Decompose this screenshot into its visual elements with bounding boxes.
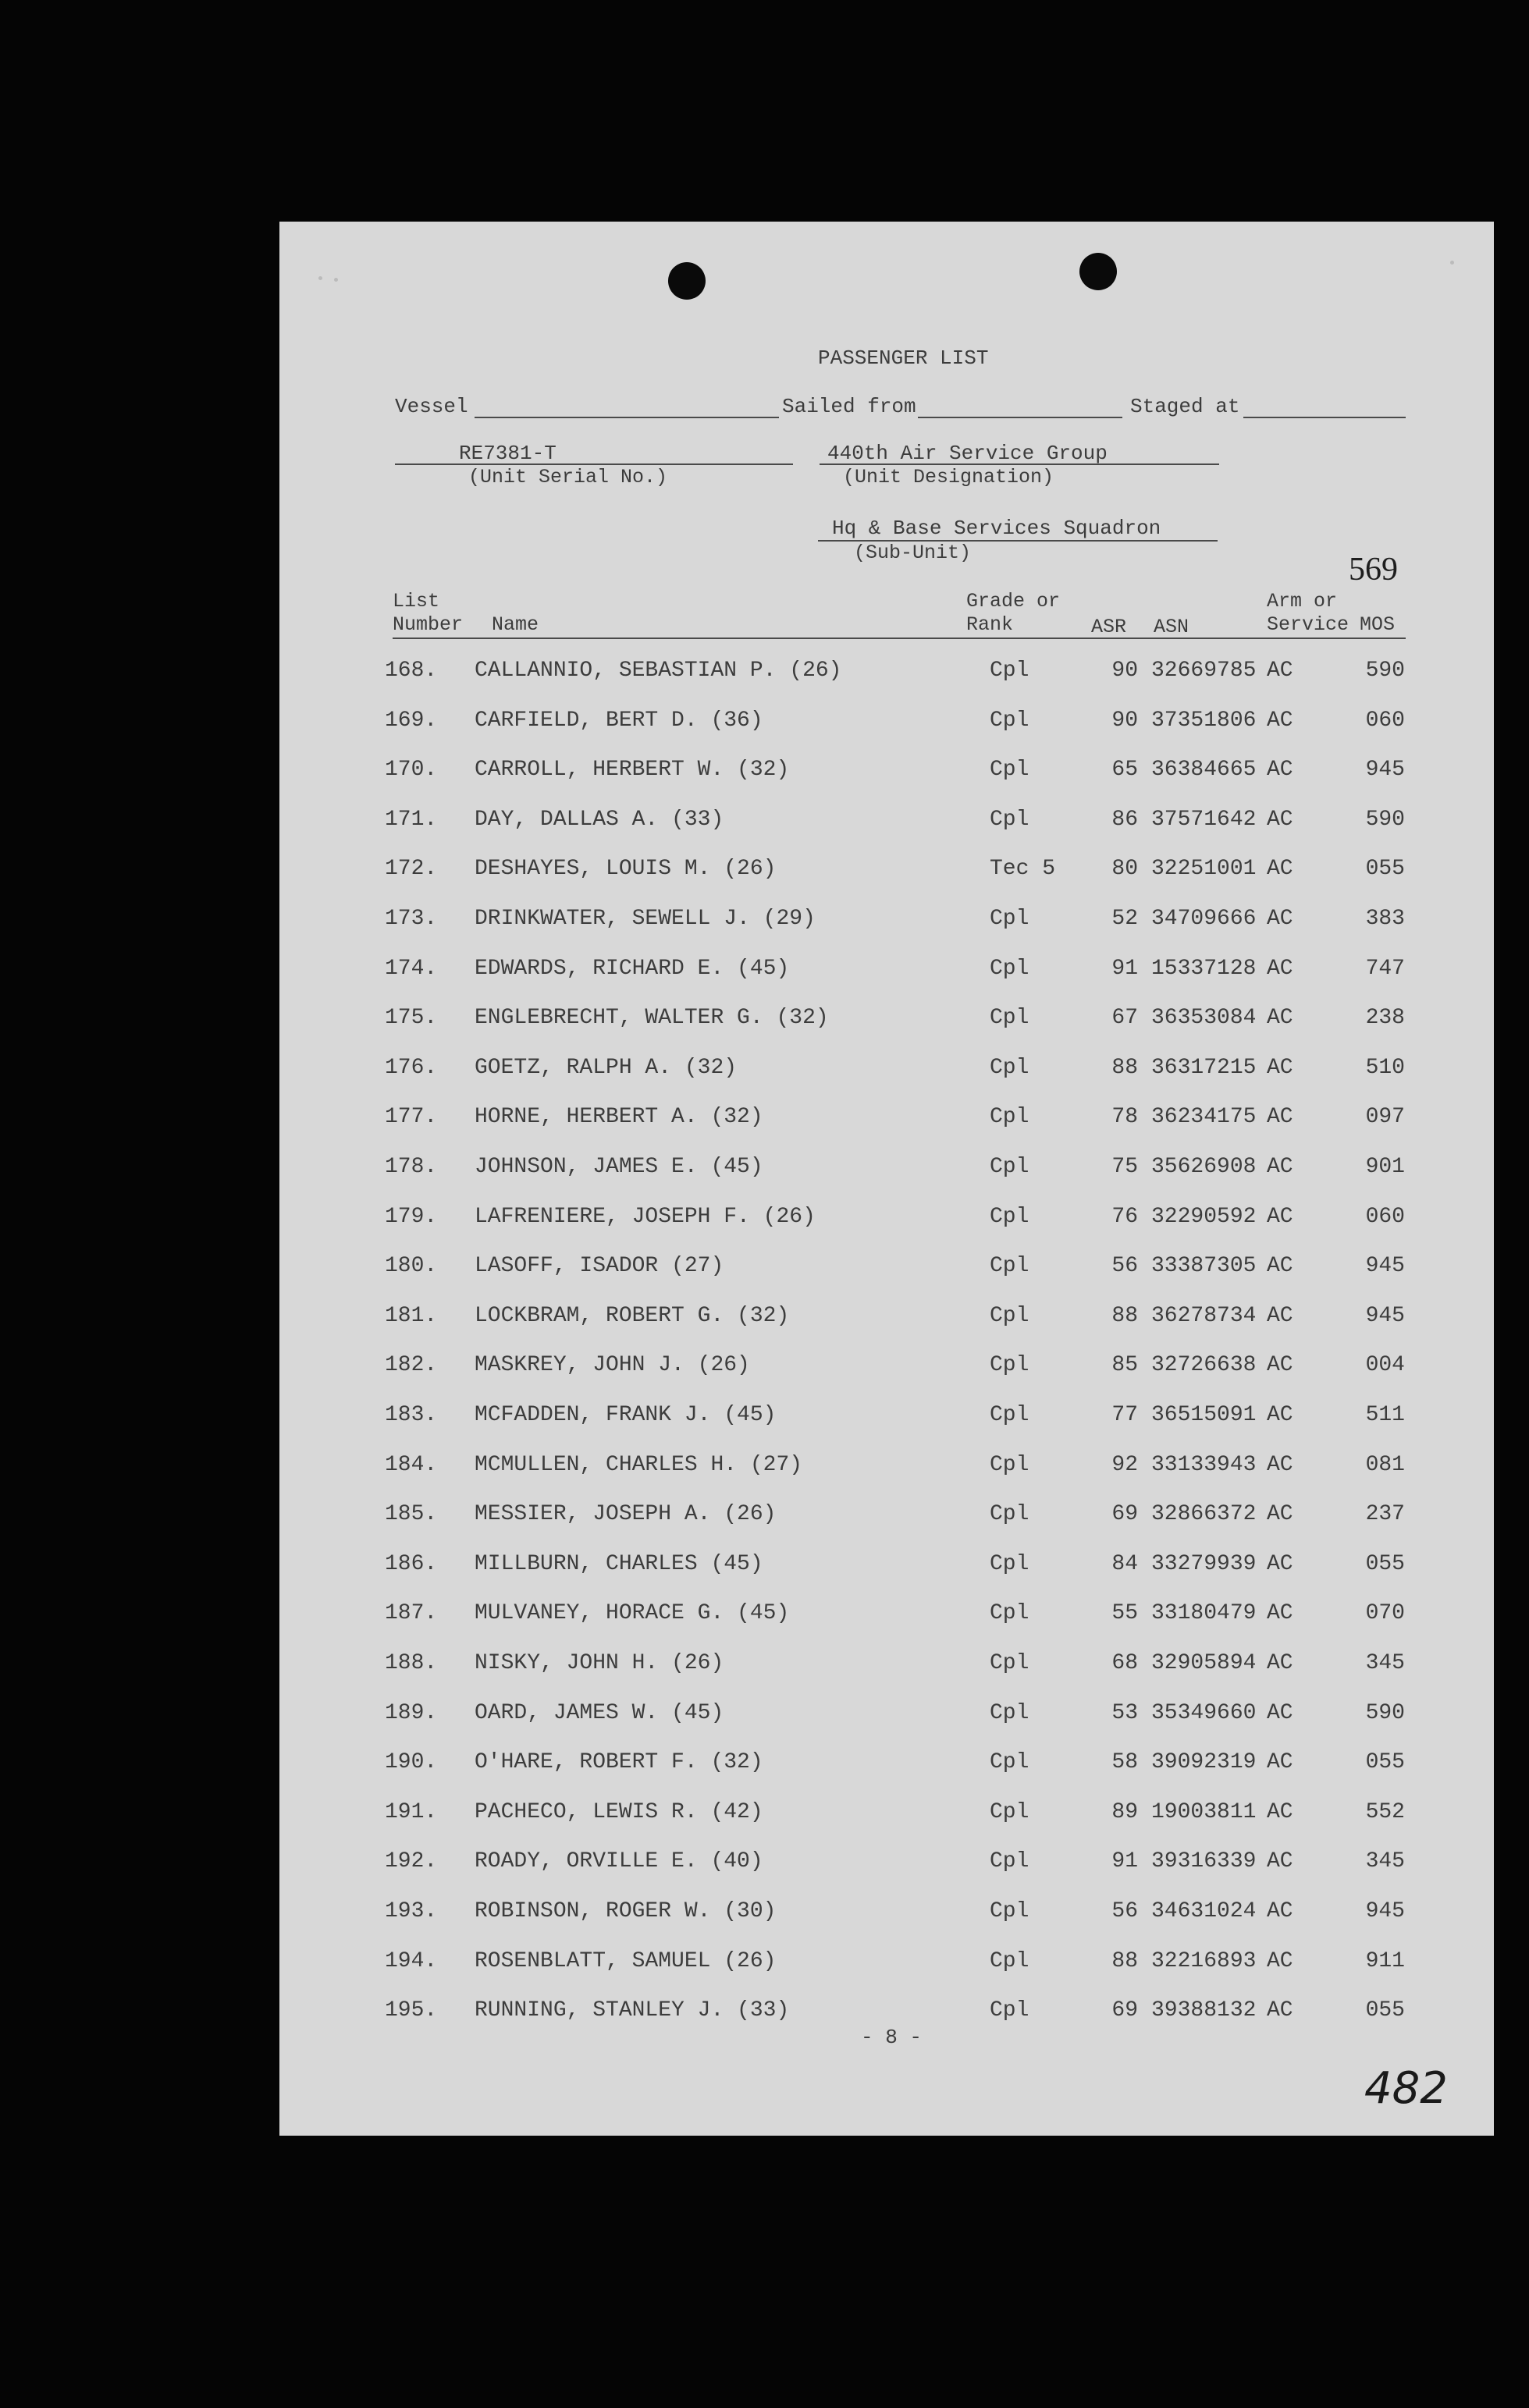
table-row	[279, 1006, 1494, 1053]
table-row	[279, 659, 1494, 705]
asn: 35349660	[1151, 1700, 1257, 1725]
mos: 747	[1365, 956, 1405, 981]
mos: 510	[1365, 1055, 1405, 1080]
mos: 060	[1365, 1204, 1405, 1229]
asn: 32251001	[1151, 857, 1257, 882]
grade: Cpl	[990, 1750, 1029, 1775]
table-row	[279, 1899, 1494, 1946]
asr: 90	[1111, 659, 1138, 683]
handwritten-number: 482	[1364, 2063, 1448, 2114]
table-row	[279, 1750, 1494, 1797]
asr: 69	[1111, 1502, 1138, 1527]
unit-serial-caption: (Unit Serial No.)	[468, 466, 668, 488]
passenger-name: CARFIELD, BERT D. (36)	[475, 708, 763, 733]
list-number: 194.	[385, 1948, 438, 1973]
header-list: List	[393, 590, 440, 613]
grade: Cpl	[990, 1155, 1029, 1179]
arm-service: AC	[1267, 1254, 1293, 1279]
asr: 52	[1111, 907, 1138, 931]
asr: 55	[1111, 1601, 1138, 1626]
asr: 88	[1111, 1055, 1138, 1080]
asr: 92	[1111, 1452, 1138, 1477]
passenger-name: MESSIER, JOSEPH A. (26)	[475, 1502, 777, 1527]
page-number: - 8 -	[861, 2026, 923, 2049]
arm-service: AC	[1267, 1948, 1293, 1973]
document-title: PASSENGER LIST	[818, 346, 989, 370]
staged-at-label: Staged at	[1130, 395, 1240, 418]
passenger-name: MASKREY, JOHN J. (26)	[475, 1353, 750, 1378]
asn: 15337128	[1151, 956, 1257, 981]
list-number: 184.	[385, 1452, 438, 1477]
header-asn: ASN	[1154, 616, 1189, 638]
table-row	[279, 907, 1494, 954]
arm-service: AC	[1267, 807, 1293, 832]
sheet-number: 569	[1349, 552, 1398, 588]
asr: 77	[1111, 1403, 1138, 1427]
list-number: 173.	[385, 907, 438, 931]
grade: Cpl	[990, 807, 1029, 832]
passenger-name: OARD, JAMES W. (45)	[475, 1700, 724, 1725]
passenger-name: JOHNSON, JAMES E. (45)	[475, 1155, 763, 1179]
table-row	[279, 1403, 1494, 1450]
arm-service: AC	[1267, 1105, 1293, 1130]
list-number: 175.	[385, 1006, 438, 1031]
table-row	[279, 1800, 1494, 1847]
grade: Cpl	[990, 1948, 1029, 1973]
mos: 237	[1365, 1502, 1405, 1527]
asr: 84	[1111, 1551, 1138, 1576]
arm-service: AC	[1267, 1551, 1293, 1576]
list-number: 193.	[385, 1899, 438, 1923]
table-row	[279, 1502, 1494, 1549]
table-row	[279, 1056, 1494, 1103]
grade: Cpl	[990, 1700, 1029, 1725]
grade: Cpl	[990, 1551, 1029, 1576]
table-row	[279, 808, 1494, 854]
passenger-name: GOETZ, RALPH A. (32)	[475, 1055, 738, 1080]
asn: 36234175	[1151, 1105, 1257, 1130]
mos: 345	[1365, 1651, 1405, 1675]
grade: Cpl	[990, 1452, 1029, 1477]
table-row	[279, 1453, 1494, 1500]
arm-service: AC	[1267, 1601, 1293, 1626]
unit-serial-line	[395, 463, 793, 465]
asr: 91	[1111, 1849, 1138, 1874]
asn: 32216893	[1151, 1948, 1257, 1973]
table-row	[279, 957, 1494, 1003]
header-name: Name	[492, 613, 539, 636]
asn: 36384665	[1151, 758, 1257, 783]
mos: 552	[1365, 1799, 1405, 1824]
grade: Cpl	[990, 1204, 1029, 1229]
passenger-name: ROSENBLATT, SAMUEL (26)	[475, 1948, 777, 1973]
header-rank: Rank	[966, 613, 1014, 636]
list-number: 180.	[385, 1254, 438, 1279]
asn: 34709666	[1151, 907, 1257, 931]
header-underline	[393, 638, 1406, 639]
arm-service: AC	[1267, 956, 1293, 981]
mos: 590	[1365, 659, 1405, 683]
passenger-name: MILLBURN, CHARLES (45)	[475, 1551, 763, 1576]
passenger-name: LOCKBRAM, ROBERT G. (32)	[475, 1303, 790, 1328]
mos: 945	[1365, 1303, 1405, 1328]
asn: 37351806	[1151, 708, 1257, 733]
speck	[334, 278, 338, 282]
mos: 055	[1365, 1750, 1405, 1775]
asr: 56	[1111, 1254, 1138, 1279]
table-row	[279, 1105, 1494, 1152]
list-number: 195.	[385, 1998, 438, 2023]
header-number: Number	[393, 613, 464, 636]
grade: Cpl	[990, 1849, 1029, 1874]
asn: 36515091	[1151, 1403, 1257, 1427]
passenger-name: PACHECO, LEWIS R. (42)	[475, 1799, 763, 1824]
passenger-name: DRINKWATER, SEWELL J. (29)	[475, 907, 816, 931]
unit-designation-caption: (Unit Designation)	[843, 466, 1054, 488]
table-row	[279, 1651, 1494, 1698]
grade: Cpl	[990, 1353, 1029, 1378]
passenger-name: MCMULLEN, CHARLES H. (27)	[475, 1452, 803, 1477]
header-mos: MOS	[1360, 613, 1396, 636]
list-number: 183.	[385, 1403, 438, 1427]
arm-service: AC	[1267, 1006, 1293, 1031]
mos: 901	[1365, 1155, 1405, 1179]
passenger-name: NISKY, JOHN H. (26)	[475, 1651, 724, 1675]
arm-service: AC	[1267, 1204, 1293, 1229]
grade: Cpl	[990, 1502, 1029, 1527]
arm-service: AC	[1267, 1155, 1293, 1179]
list-number: 177.	[385, 1105, 438, 1130]
grade: Cpl	[990, 956, 1029, 981]
mos: 070	[1365, 1601, 1405, 1626]
list-number: 169.	[385, 708, 438, 733]
vessel-line	[475, 417, 779, 418]
asr: 76	[1111, 1204, 1138, 1229]
asn: 33180479	[1151, 1601, 1257, 1626]
arm-service: AC	[1267, 857, 1293, 882]
asn: 39316339	[1151, 1849, 1257, 1874]
grade: Cpl	[990, 1254, 1029, 1279]
asr: 56	[1111, 1899, 1138, 1923]
table-row	[279, 1601, 1494, 1648]
punch-hole-left	[668, 262, 706, 300]
list-number: 188.	[385, 1651, 438, 1675]
speck	[1450, 261, 1454, 265]
asn: 37571642	[1151, 807, 1257, 832]
sailed-from-line	[918, 417, 1122, 418]
list-number: 168.	[385, 659, 438, 683]
passenger-name: EDWARDS, RICHARD E. (45)	[475, 956, 790, 981]
mos: 081	[1365, 1452, 1405, 1477]
asn: 32669785	[1151, 659, 1257, 683]
asn: 36353084	[1151, 1006, 1257, 1031]
passenger-name: ROADY, ORVILLE E. (40)	[475, 1849, 763, 1874]
unit-designation-line	[820, 463, 1219, 465]
table-row	[279, 709, 1494, 755]
grade: Cpl	[990, 1006, 1029, 1031]
grade: Cpl	[990, 1998, 1029, 2023]
asr: 89	[1111, 1799, 1138, 1824]
arm-service: AC	[1267, 1403, 1293, 1427]
arm-service: AC	[1267, 708, 1293, 733]
asr: 75	[1111, 1155, 1138, 1179]
table-row	[279, 1849, 1494, 1896]
arm-service: AC	[1267, 1750, 1293, 1775]
header-service: Service	[1267, 613, 1349, 636]
mos: 055	[1365, 1551, 1405, 1576]
asn: 34631024	[1151, 1899, 1257, 1923]
asn: 32905894	[1151, 1651, 1257, 1675]
list-number: 189.	[385, 1700, 438, 1725]
list-number: 178.	[385, 1155, 438, 1179]
table-row	[279, 857, 1494, 904]
asr: 86	[1111, 807, 1138, 832]
arm-service: AC	[1267, 1651, 1293, 1675]
mos: 238	[1365, 1006, 1405, 1031]
grade: Cpl	[990, 1105, 1029, 1130]
header-arm-or: Arm or	[1267, 590, 1338, 613]
asn: 36317215	[1151, 1055, 1257, 1080]
table-row	[279, 1949, 1494, 1996]
arm-service: AC	[1267, 1303, 1293, 1328]
table-row	[279, 1205, 1494, 1252]
list-number: 176.	[385, 1055, 438, 1080]
asr: 88	[1111, 1303, 1138, 1328]
asn: 35626908	[1151, 1155, 1257, 1179]
table-row	[279, 1552, 1494, 1599]
mos: 055	[1365, 1998, 1405, 2023]
table-row	[279, 758, 1494, 804]
arm-service: AC	[1267, 1502, 1293, 1527]
mos: 911	[1365, 1948, 1405, 1973]
asn: 36278734	[1151, 1303, 1257, 1328]
arm-service: AC	[1267, 1799, 1293, 1824]
grade: Cpl	[990, 1055, 1029, 1080]
mos: 345	[1365, 1849, 1405, 1874]
arm-service: AC	[1267, 1849, 1293, 1874]
grade: Cpl	[990, 1601, 1029, 1626]
passenger-name: MCFADDEN, FRANK J. (45)	[475, 1403, 777, 1427]
table-row	[279, 1254, 1494, 1301]
asr: 67	[1111, 1006, 1138, 1031]
grade: Cpl	[990, 1899, 1029, 1923]
list-number: 171.	[385, 807, 438, 832]
list-number: 182.	[385, 1353, 438, 1378]
mos: 511	[1365, 1403, 1405, 1427]
passenger-name: O'HARE, ROBERT F. (32)	[475, 1750, 763, 1775]
passenger-name: DESHAYES, LOUIS M. (26)	[475, 857, 777, 882]
asr: 90	[1111, 708, 1138, 733]
table-row	[279, 1701, 1494, 1748]
passenger-name: RUNNING, STANLEY J. (33)	[475, 1998, 790, 2023]
header-asr: ASR	[1091, 616, 1127, 638]
asn: 32726638	[1151, 1353, 1257, 1378]
passenger-name: ENGLEBRECHT, WALTER G. (32)	[475, 1006, 829, 1031]
mos: 097	[1365, 1105, 1405, 1130]
grade: Cpl	[990, 907, 1029, 931]
passenger-name: CALLANNIO, SEBASTIAN P. (26)	[475, 659, 842, 683]
unit-serial-value: RE7381-T	[459, 442, 556, 465]
list-number: 192.	[385, 1849, 438, 1874]
arm-service: AC	[1267, 659, 1293, 683]
asn: 32866372	[1151, 1502, 1257, 1527]
arm-service: AC	[1267, 1452, 1293, 1477]
table-row	[279, 1353, 1494, 1400]
passenger-name: DAY, DALLAS A. (33)	[475, 807, 724, 832]
arm-service: AC	[1267, 1998, 1293, 2023]
asr: 91	[1111, 956, 1138, 981]
mos: 383	[1365, 907, 1405, 931]
sub-unit-caption: (Sub-Unit)	[854, 542, 972, 564]
passenger-name: LAFRENIERE, JOSEPH F. (26)	[475, 1204, 816, 1229]
table-row	[279, 1155, 1494, 1202]
mos: 590	[1365, 807, 1405, 832]
arm-service: AC	[1267, 1700, 1293, 1725]
mos: 060	[1365, 708, 1405, 733]
grade: Cpl	[990, 1303, 1029, 1328]
asr: 88	[1111, 1948, 1138, 1973]
asn: 39092319	[1151, 1750, 1257, 1775]
asr: 68	[1111, 1651, 1138, 1675]
staged-at-line	[1243, 417, 1406, 418]
list-number: 174.	[385, 956, 438, 981]
asn: 39388132	[1151, 1998, 1257, 2023]
grade: Cpl	[990, 659, 1029, 683]
list-number: 181.	[385, 1303, 438, 1328]
mos: 945	[1365, 1899, 1405, 1923]
arm-service: AC	[1267, 758, 1293, 783]
grade: Tec 5	[990, 857, 1056, 882]
mos: 004	[1365, 1353, 1405, 1378]
grade: Cpl	[990, 1651, 1029, 1675]
mos: 055	[1365, 857, 1405, 882]
mos: 945	[1365, 758, 1405, 783]
asr: 78	[1111, 1105, 1138, 1130]
grade: Cpl	[990, 1799, 1029, 1824]
list-number: 187.	[385, 1601, 438, 1626]
header-grade-or: Grade or	[966, 590, 1061, 613]
grade: Cpl	[990, 708, 1029, 733]
asr: 58	[1111, 1750, 1138, 1775]
grade: Cpl	[990, 758, 1029, 783]
table-row	[279, 1304, 1494, 1351]
sub-unit-value: Hq & Base Services Squadron	[832, 517, 1161, 540]
list-number: 185.	[385, 1502, 438, 1527]
speck	[318, 276, 322, 280]
asn: 33133943	[1151, 1452, 1257, 1477]
asr: 53	[1111, 1700, 1138, 1725]
asr: 69	[1111, 1998, 1138, 2023]
vessel-label: Vessel	[395, 395, 468, 418]
passenger-name: HORNE, HERBERT A. (32)	[475, 1105, 763, 1130]
sailed-from-label: Sailed from	[782, 395, 916, 418]
mos: 590	[1365, 1700, 1405, 1725]
passenger-name: MULVANEY, HORACE G. (45)	[475, 1601, 790, 1626]
asr: 65	[1111, 758, 1138, 783]
list-number: 191.	[385, 1799, 438, 1824]
list-number: 179.	[385, 1204, 438, 1229]
asr: 85	[1111, 1353, 1138, 1378]
asr: 80	[1111, 857, 1138, 882]
passenger-name: LASOFF, ISADOR (27)	[475, 1254, 724, 1279]
arm-service: AC	[1267, 1055, 1293, 1080]
list-number: 170.	[385, 758, 438, 783]
list-number: 186.	[385, 1551, 438, 1576]
asn: 19003811	[1151, 1799, 1257, 1824]
list-number: 190.	[385, 1750, 438, 1775]
mos: 945	[1365, 1254, 1405, 1279]
grade: Cpl	[990, 1403, 1029, 1427]
asn: 32290592	[1151, 1204, 1257, 1229]
arm-service: AC	[1267, 1353, 1293, 1378]
arm-service: AC	[1267, 907, 1293, 931]
list-number: 172.	[385, 857, 438, 882]
punch-hole-right	[1079, 253, 1117, 290]
asn: 33279939	[1151, 1551, 1257, 1576]
unit-designation-value: 440th Air Service Group	[827, 442, 1108, 465]
document-page	[279, 222, 1494, 2136]
passenger-name: CARROLL, HERBERT W. (32)	[475, 758, 790, 783]
asn: 33387305	[1151, 1254, 1257, 1279]
passenger-name: ROBINSON, ROGER W. (30)	[475, 1899, 777, 1923]
arm-service: AC	[1267, 1899, 1293, 1923]
